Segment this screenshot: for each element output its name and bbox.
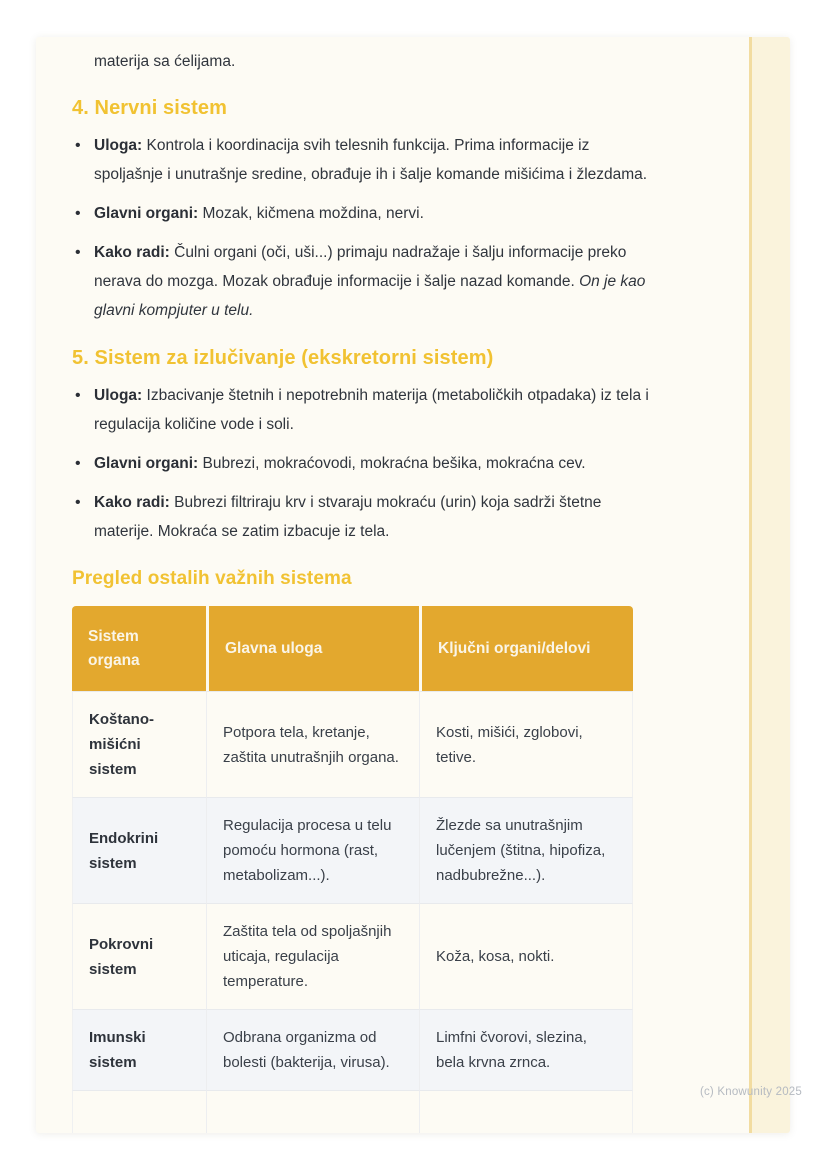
bullet-label: Kako radi: bbox=[94, 244, 170, 261]
bullet-text: Izbacivanje štetnih i nepotrebnih materija (metaboličkih otpadaka) iz tela i regulacija količine vode i soli. bbox=[94, 387, 649, 433]
table-cell: Limfni čvorovi, slezina, bela krvna zrnca. bbox=[419, 1009, 633, 1090]
bullet-label: Glavni organi: bbox=[94, 455, 199, 472]
bullet-label: Glavni organi: bbox=[94, 205, 199, 222]
table-cell bbox=[419, 1090, 633, 1133]
table-cell bbox=[72, 1090, 206, 1133]
table-cell: Imunski sistem bbox=[72, 1009, 206, 1090]
bullet-label: Kako radi: bbox=[94, 494, 170, 511]
table-row bbox=[72, 1009, 633, 1090]
section-heading-nervni-sistem: 4. Nervni sistem bbox=[72, 97, 228, 119]
table-cell: Žlezde sa unutrašnjim lučenjem (štitna, hipofiza, nadbubrežne...). bbox=[419, 797, 633, 903]
bullet-text: Čulni organi (oči, uši...) primaju nadražaje i šalju informacije preko nerava do mozga. Mozak obrađuje informacije i šalje nazad komande. bbox=[94, 244, 627, 290]
continuation-text: materija sa ćelijama. bbox=[94, 53, 236, 70]
table-row bbox=[72, 797, 633, 903]
page-content bbox=[36, 37, 656, 1133]
table-header-cell: Glavna uloga bbox=[206, 606, 419, 691]
table-cell: Kosti, mišići, zglobovi, tetive. bbox=[419, 691, 633, 797]
bullet-item bbox=[72, 238, 656, 325]
bullet-text: Bubrezi filtriraju krv i stvaraju mokraću (urin) koja sadrži štetne materije. Mokraća se zatim izbacuje iz tela. bbox=[94, 494, 602, 540]
bullet-label: Uloga: bbox=[94, 387, 143, 404]
bullet-italic-text: On je kao glavni kompjuter u telu. bbox=[94, 273, 646, 319]
table-row bbox=[72, 1090, 633, 1133]
bullet-item bbox=[72, 131, 656, 189]
table-row bbox=[72, 691, 633, 797]
table-header-cell: Ključni organi/delovi bbox=[419, 606, 633, 691]
bullet-text: Mozak, kičmena moždina, nervi. bbox=[198, 205, 424, 222]
bullet-item bbox=[72, 199, 656, 228]
bullet-item bbox=[72, 488, 656, 546]
bullet-item bbox=[72, 381, 656, 439]
table-cell: Odbrana organizma od bolesti (bakterija, virusa). bbox=[206, 1009, 419, 1090]
section-5-bullet-list bbox=[72, 381, 656, 546]
table-header-cell: Sistem organa bbox=[72, 606, 206, 691]
table-cell: Koštano-mišićni sistem bbox=[72, 691, 206, 797]
section-4-bullet-list bbox=[72, 131, 656, 325]
bullet-item bbox=[72, 449, 656, 478]
bullet-label: Uloga: bbox=[94, 137, 143, 154]
bullet-text: Bubrezi, mokraćovodi, mokraćna bešika, mokraćna cev. bbox=[198, 455, 586, 472]
table-cell: Potpora tela, kretanje, zaštita unutrašnjih organa. bbox=[206, 691, 419, 797]
table-cell: Pokrovni sistem bbox=[72, 903, 206, 1009]
table-cell: Koža, kosa, nokti. bbox=[419, 903, 633, 1009]
table-cell: Endokrini sistem bbox=[72, 797, 206, 903]
bullet-text: Kontrola i koordinacija svih telesnih funkcija. Prima informacije iz spoljašnje i unutrašnje sredine, obrađuje ih i šalje komande mišićima i žlezdama. bbox=[94, 137, 648, 183]
document-page bbox=[36, 37, 790, 1133]
section-heading-pregled-sistema: Pregled ostalih važnih sistema bbox=[72, 568, 352, 589]
table-cell bbox=[206, 1090, 419, 1133]
table-row bbox=[72, 903, 633, 1009]
knowunity-watermark: (c) Knowunity 2025 bbox=[699, 1086, 802, 1098]
systems-table bbox=[72, 606, 633, 1133]
table-header-row bbox=[72, 606, 633, 691]
table-cell: Zaštita tela od spoljašnjih uticaja, regulacija temperature. bbox=[206, 903, 419, 1009]
page-edge-strip bbox=[749, 37, 790, 1133]
section-heading-sistem-za-izlucivanje: 5. Sistem za izlučivanje (ekskretorni sistem) bbox=[72, 347, 494, 369]
table-cell: Regulacija procesa u telu pomoću hormona (rast, metabolizam...). bbox=[206, 797, 419, 903]
